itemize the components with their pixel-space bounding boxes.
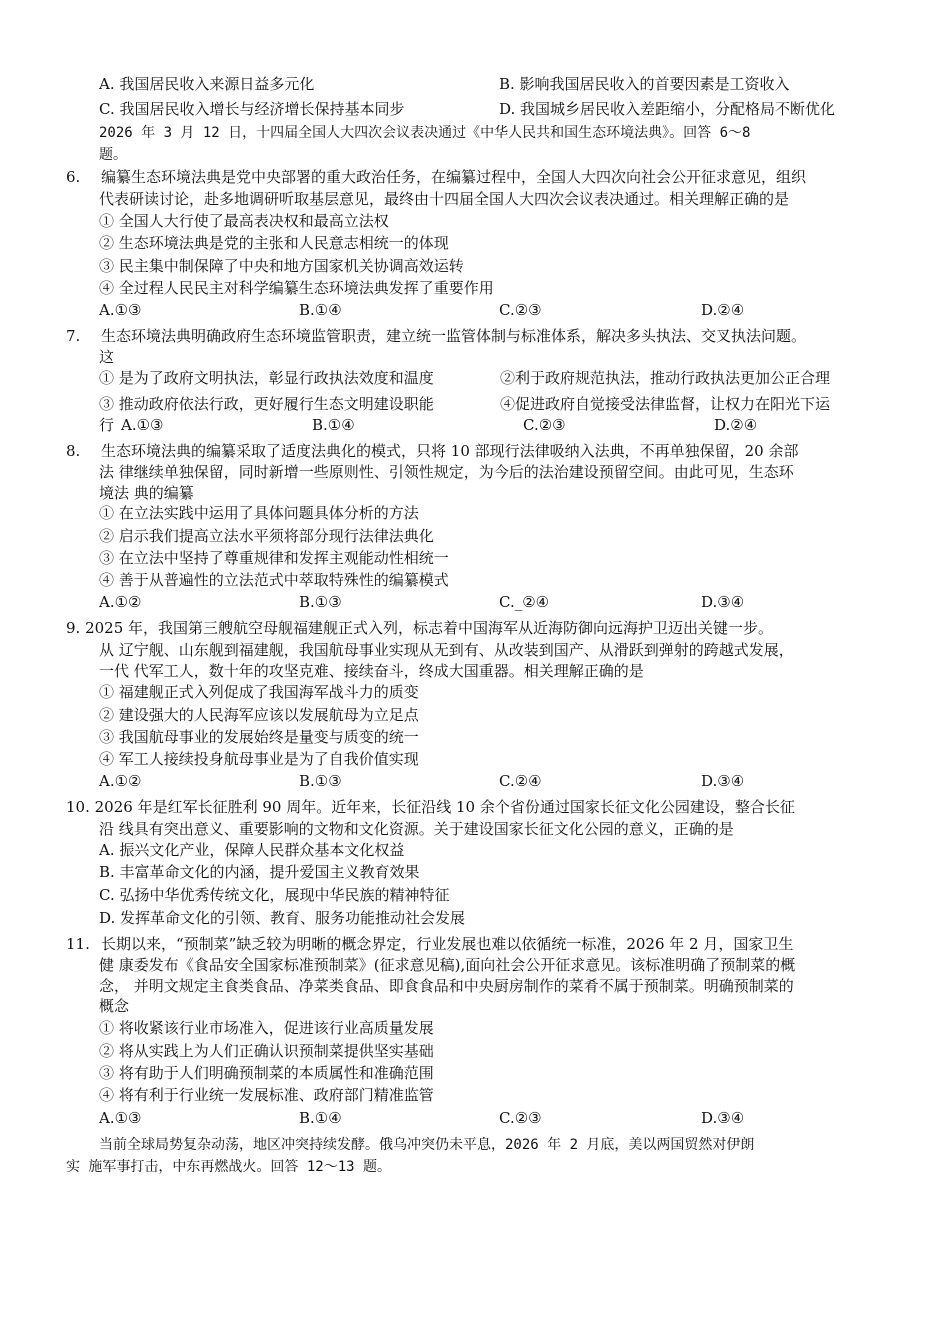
q6-item-3: ③ 民主集中制保障了中央和地方国家机关协调高效运转 bbox=[99, 257, 464, 275]
q11-choice-b: B.①④ bbox=[299, 1109, 342, 1127]
q8-stem-2: 法 律继续单独保留，同时新增一些原则性、引领性规定，为今后的法治建设预留空间。由此可见，生态环 bbox=[99, 463, 794, 481]
q8-choice-c: C._②④ bbox=[499, 593, 550, 611]
q7-choice-b: B.①④ bbox=[312, 416, 355, 434]
q10-option-c: C. 弘扬中华优秀传统文化，展现中华民族的精神特征 bbox=[99, 886, 450, 904]
q8-item-4: ④ 善于从普遍性的立法范式中萃取特殊性的编纂模式 bbox=[99, 571, 449, 589]
q6-item-2: ② 生态环境法典是党的主张和人民意志相统一的体现 bbox=[99, 234, 449, 252]
q5-option-c: C. 我国居民收入增长与经济增长保持基本同步 bbox=[99, 100, 405, 118]
q8-choice-a: A.①② bbox=[99, 593, 142, 611]
q7-stem-2: 这 bbox=[99, 348, 115, 366]
q7-choice-d: D.②④ bbox=[714, 416, 758, 434]
q5-option-b: B. 影响我国居民收入的首要因素是工资收入 bbox=[499, 75, 790, 93]
q10-option-a: A. 振兴文化产业，保障人民群众基本文化权益 bbox=[99, 841, 405, 859]
q10-stem-2: 沿 线具有突出意义、重要影响的文物和文化资源。关于建设国家长征文化公园的意义，正确的是 bbox=[99, 820, 734, 838]
q8-stem-3: 境法 典的编纂 bbox=[99, 484, 194, 502]
q5-option-d: D. 我国城乡居民收入差距缩小，分配格局不断优化 bbox=[499, 100, 836, 118]
q7-number: 7. bbox=[66, 327, 81, 345]
q11-item-1: ① 将收紧该行业市场准入，促进该行业高质量发展 bbox=[99, 1019, 434, 1037]
q5-option-a: A. 我国居民收入来源日益多元化 bbox=[99, 75, 315, 93]
q7-stem-1: 生态环境法典明确政府生态环境监管职责，建立统一监管体制与标准体系，解决多头执法、交叉执法问题。 bbox=[101, 327, 807, 345]
q11-choice-a: A.①③ bbox=[99, 1109, 142, 1127]
q9-stem-1: 9. 2025 年，我国第三艘航空母舰福建舰正式入列，标志着中国海军从近海防御向远海护卫迈出关键一步。 bbox=[66, 619, 774, 637]
q8-item-3: ③ 在立法中坚持了尊重规律和发挥主观能动性相统一 bbox=[99, 549, 449, 567]
q9-stem-2: 从 辽宁舰、山东舰到福建舰，我国航母事业实现从无到有、从改装到国产、从滑跃到弹射的跨越式发展， bbox=[99, 641, 794, 659]
q7-choice-a: A.①③ bbox=[121, 416, 164, 434]
q6-choice-d: D.②④ bbox=[701, 301, 745, 319]
q7-item-2: ②利于政府规范执法，推动行政执法更加公正合理 bbox=[500, 369, 831, 387]
q7-item-4-cont: 行 bbox=[99, 416, 115, 434]
q6-stem-2: 代表研读讨论，赴多地调研听取基层意见，最终由十四届全国人大四次会议表决通过。相关理解正确的是 bbox=[99, 190, 790, 208]
q9-choice-c: C.②④ bbox=[499, 772, 542, 790]
q11-choice-c: C.②③ bbox=[499, 1109, 542, 1127]
q8-item-1: ① 在立法实践中运用了具体问题具体分析的方法 bbox=[99, 504, 419, 522]
q9-choice-d: D.③④ bbox=[701, 772, 745, 790]
intro-12-13-line1: 当前全球局势复杂动荡，地区冲突持续发酵。俄乌冲突仍未平息，2026 年 2 月底，美以两国贸然对伊朗 bbox=[99, 1137, 755, 1153]
q6-item-1: ① 全国人大行使了最高表决权和最高立法权 bbox=[99, 212, 389, 230]
q7-choice-c: C.②③ bbox=[523, 416, 566, 434]
q11-number: 11. bbox=[66, 935, 90, 953]
q8-number: 8. bbox=[66, 442, 81, 460]
q6-choice-c: C.②③ bbox=[499, 301, 542, 319]
q11-item-2: ② 将从实践上为人们正确认识预制菜提供坚实基础 bbox=[99, 1042, 434, 1060]
q8-choice-d: D.③④ bbox=[701, 593, 745, 611]
q11-stem-2: 健 康委发布《食品安全国家标准预制菜》(征求意见稿),面向社会公开征求意见。该标准明确了预制菜的概 bbox=[99, 956, 796, 974]
q7-item-3: ③ 推动政府依法行政，更好履行生态文明建设职能 bbox=[99, 395, 434, 413]
q10-option-b: B. 丰富革命文化的内涵，提升爱国主义教育效果 bbox=[99, 863, 420, 881]
q9-item-2: ② 建设强大的人民海军应该以发展航母为立足点 bbox=[99, 706, 419, 724]
q6-choice-a: A.①③ bbox=[99, 301, 142, 319]
q8-stem-1: 生态环境法典的编纂采取了适度法典化的模式，只将 10 部现行法律吸纳入法典，不再单独保留，20 余部 bbox=[101, 442, 799, 460]
q9-item-1: ① 福建舰正式入列促成了我国海军战斗力的质变 bbox=[99, 683, 419, 701]
q6-item-4: ④ 全过程人民民主对科学编纂生态环境法典发挥了重要作用 bbox=[99, 279, 494, 297]
q8-item-2: ② 启示我们提高立法水平须将部分现行法律法典化 bbox=[99, 527, 434, 545]
q10-option-d: D. 发挥革命文化的引领、教育、服务功能推动社会发展 bbox=[99, 909, 466, 927]
q11-stem-1: 长期以来，“预制菜”缺乏较为明晰的概念界定，行业发展也难以依循统一标准，2026 年 2 月，国家卫生 bbox=[101, 935, 794, 953]
q7-item-4: ④促进政府自觉接受法律监督，让权力在阳光下运 bbox=[500, 395, 831, 413]
intro-12-13-line2: 实 施军事打击，中东再燃战火。回答 12～13 题。 bbox=[66, 1159, 391, 1175]
q6-number: 6. bbox=[66, 168, 81, 186]
q6-choice-b: B.①④ bbox=[299, 301, 342, 319]
q7-item-1: ① 是为了政府文明执法，彰显行政执法效度和温度 bbox=[99, 369, 434, 387]
q9-choice-a: A.①② bbox=[99, 772, 142, 790]
intro-6-8-line2: 题。 bbox=[99, 147, 127, 163]
q10-stem-1: 10. 2026 年是红军长征胜利 90 周年。近年来，长征沿线 10 余个省份通过国家长征文化公园建设，整合长征 bbox=[66, 798, 795, 816]
q8-choice-b: B.①③ bbox=[299, 593, 342, 611]
q11-item-3: ③ 将有助于人们明确预制菜的本质属性和准确范围 bbox=[99, 1064, 434, 1082]
q11-stem-3: 念， 并明文规定主食类食品、净菜类食品、即食食品和中央厨房制作的菜肴不属于预制菜。明确预制菜的 bbox=[99, 977, 794, 995]
q11-item-4: ④ 将有利于行业统一发展标准、政府部门精准监管 bbox=[99, 1086, 434, 1104]
q9-item-4: ④ 军工人接续投身航母事业是为了自我价值实现 bbox=[99, 750, 419, 768]
intro-6-8-line1: 2026 年 3 月 12 日，十四届全国人大四次会议表决通过《中华人民共和国生态环境法典》。回答 6～8 bbox=[99, 125, 751, 141]
q9-item-3: ③ 我国航母事业的发展始终是量变与质变的统一 bbox=[99, 728, 419, 746]
q9-stem-3: 一代 代军工人，数十年的攻坚克难、接续奋斗，终成大国重器。相关理解正确的是 bbox=[99, 662, 644, 680]
q11-stem-4: 概念 bbox=[99, 997, 130, 1015]
q9-choice-b: B.①③ bbox=[299, 772, 342, 790]
q6-stem-1: 编纂生态环境法典是党中央部署的重大政治任务，在编纂过程中，全国人大四次向社会公开征求意见，组织 bbox=[101, 168, 807, 186]
q11-choice-d: D.③④ bbox=[701, 1109, 745, 1127]
